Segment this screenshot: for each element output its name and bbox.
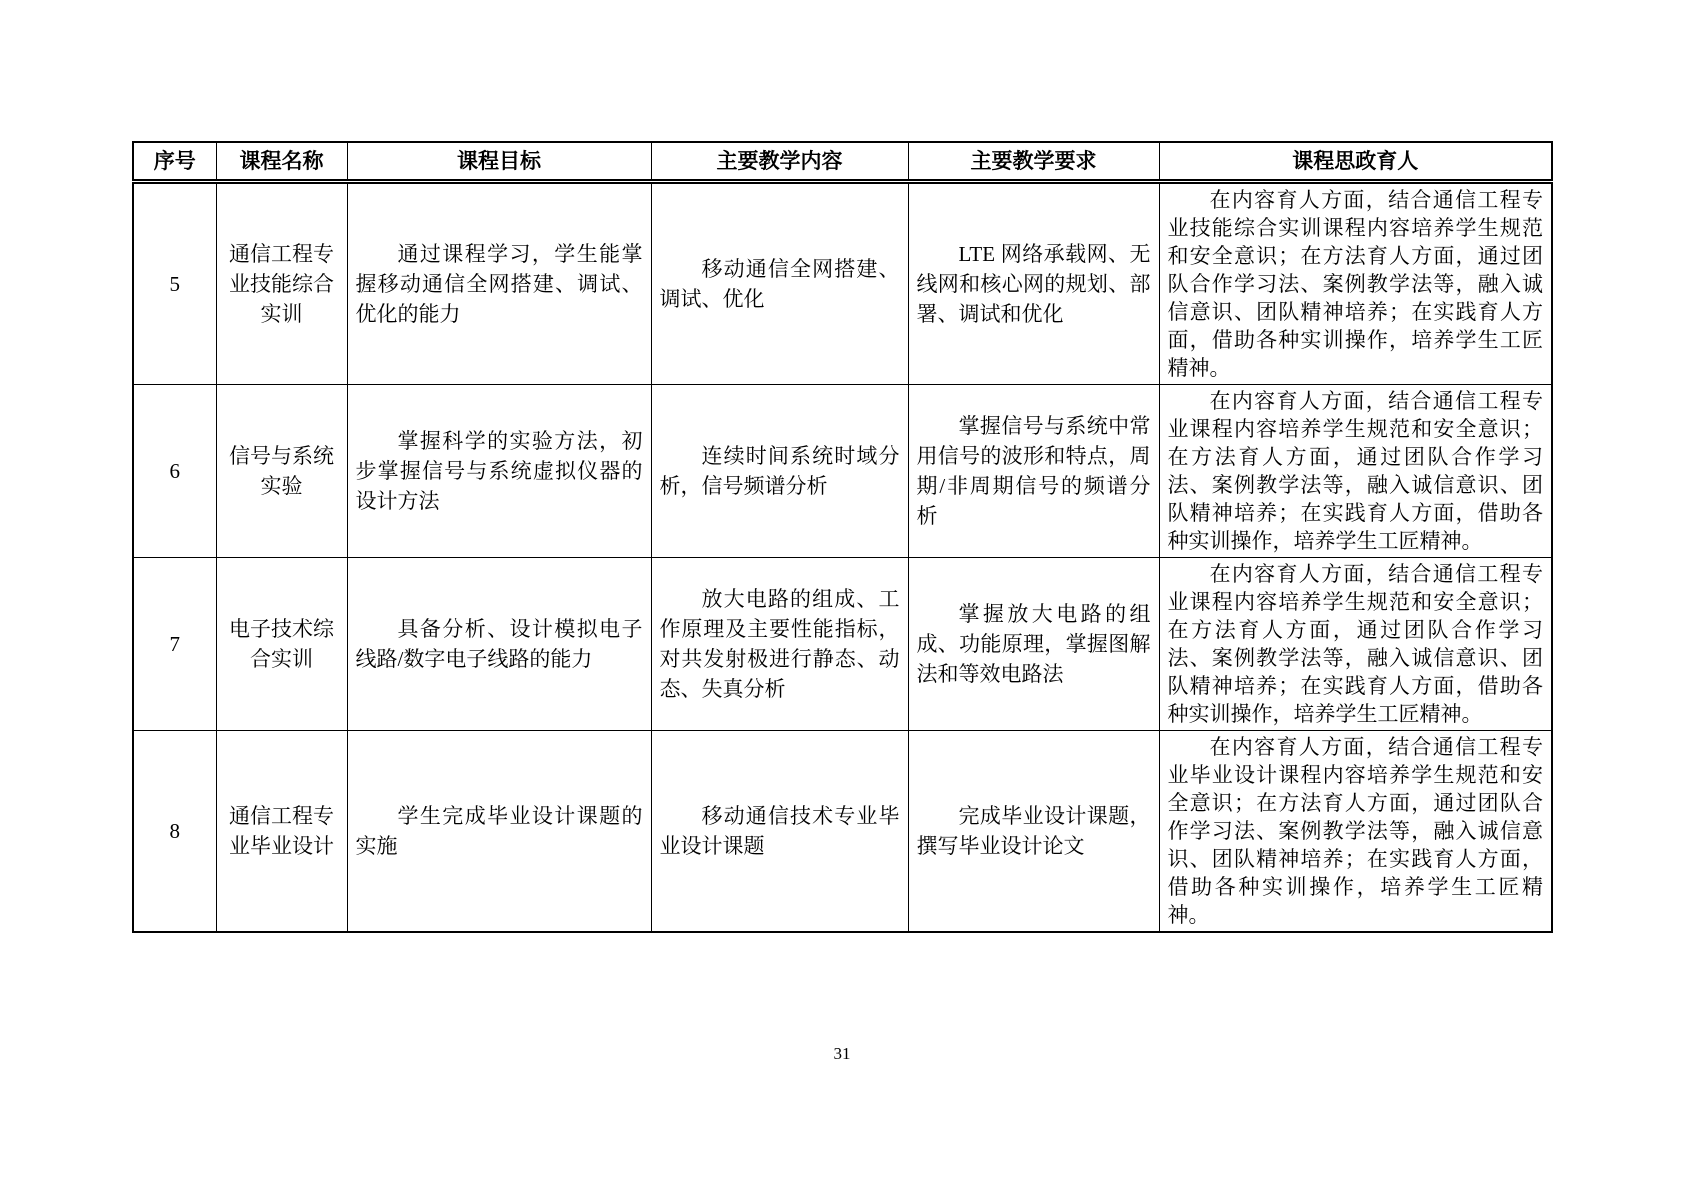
course-goal-text: 学生完成毕业设计课题的实施	[355, 804, 643, 858]
header-course-goal: 课程目标	[347, 142, 651, 182]
ideology-text: 在内容育人方面，结合通信工程专业毕业设计课程内容培养学生规范和安全意识；在方法育人方面，通过团队合作学习法、案例教学法等，融入诚信意识、团队精神培养；在实践育人方面，借助各种实训操作，培养学生工匠精神。	[1167, 735, 1543, 927]
course-goal-cell	[347, 731, 651, 933]
ideology-cell	[1159, 385, 1552, 558]
ideology-text: 在内容育人方面，结合通信工程专业课程内容培养学生规范和安全意识；在方法育人方面，通过团队合作学习法、案例教学法等，融入诚信意识、团队精神培养；在实践育人方面，借助各种实训操作，培养学生工匠精神。	[1167, 562, 1543, 726]
ideology-text: 在内容育人方面，结合通信工程专业技能综合实训课程内容培养学生规范和安全意识；在方法育人方面，通过团队合作学习法、案例教学法等，融入诚信意识、团队精神培养；在实践育人方面，借助各种实训操作，培养学生工匠精神。	[1167, 188, 1543, 380]
table-header-row	[133, 142, 1552, 182]
row-number-cell: 6	[133, 385, 216, 558]
course-goal-text: 具备分析、设计模拟电子线路/数字电子线路的能力	[355, 617, 643, 671]
teaching-requirement-cell	[908, 182, 1159, 385]
teaching-requirement-text: 掌握信号与系统中常用信号的波形和特点，周期/非周期信号的频谱分析	[916, 414, 1151, 528]
table-row	[133, 731, 1552, 933]
ideology-cell	[1159, 731, 1552, 933]
row-number-cell: 7	[133, 558, 216, 731]
teaching-requirement-cell	[908, 385, 1159, 558]
course-table	[132, 141, 1553, 933]
teaching-content-cell	[651, 731, 908, 933]
course-name-cell: 通信工程专业技能综合实训	[216, 182, 347, 385]
teaching-requirement-cell	[908, 731, 1159, 933]
teaching-content-cell	[651, 385, 908, 558]
course-name-cell: 信号与系统实验	[216, 385, 347, 558]
ideology-text: 在内容育人方面，结合通信工程专业课程内容培养学生规范和安全意识；在方法育人方面，通过团队合作学习法、案例教学法等，融入诚信意识、团队精神培养；在实践育人方面，借助各种实训操作，培养学生工匠精神。	[1167, 389, 1543, 553]
header-ideology-education: 课程思政育人	[1159, 142, 1552, 182]
row-number-cell: 8	[133, 731, 216, 933]
table-row	[133, 385, 1552, 558]
ideology-cell	[1159, 558, 1552, 731]
ideology-cell	[1159, 182, 1552, 385]
teaching-content-text: 移动通信全网搭建、调试、优化	[659, 257, 900, 311]
course-goal-text: 掌握科学的实验方法，初步掌握信号与系统虚拟仪器的设计方法	[355, 429, 643, 513]
teaching-content-text: 连续时间系统时域分析，信号频谱分析	[659, 444, 900, 498]
table-row	[133, 558, 1552, 731]
header-course-name: 课程名称	[216, 142, 347, 182]
teaching-requirement-text: 掌握放大电路的组成、功能原理，掌握图解法和等效电路法	[916, 602, 1151, 686]
course-goal-cell	[347, 182, 651, 385]
page-number: 31	[833, 1044, 851, 1063]
course-goal-cell	[347, 385, 651, 558]
course-name-cell: 电子技术综合实训	[216, 558, 347, 731]
course-goal-cell	[347, 558, 651, 731]
header-teaching-content: 主要教学内容	[651, 142, 908, 182]
table-row	[133, 182, 1552, 385]
course-name-cell: 通信工程专业毕业设计	[216, 731, 347, 933]
row-number-cell: 5	[133, 182, 216, 385]
teaching-requirement-text: LTE 网络承载网、无线网和核心网的规划、部署、调试和优化	[916, 242, 1151, 326]
teaching-content-cell	[651, 558, 908, 731]
teaching-requirement-cell	[908, 558, 1159, 731]
teaching-content-text: 放大电路的组成、工作原理及主要性能指标，对共发射极进行静态、动态、失真分析	[659, 587, 900, 701]
header-serial-number: 序号	[133, 142, 216, 182]
course-goal-text: 通过课程学习，学生能掌握移动通信全网搭建、调试、优化的能力	[355, 242, 643, 326]
teaching-requirement-text: 完成毕业设计课题，撰写毕业设计论文	[916, 804, 1151, 858]
teaching-content-cell	[651, 182, 908, 385]
teaching-content-text: 移动通信技术专业毕业设计课题	[659, 804, 900, 858]
header-teaching-requirement: 主要教学要求	[908, 142, 1159, 182]
